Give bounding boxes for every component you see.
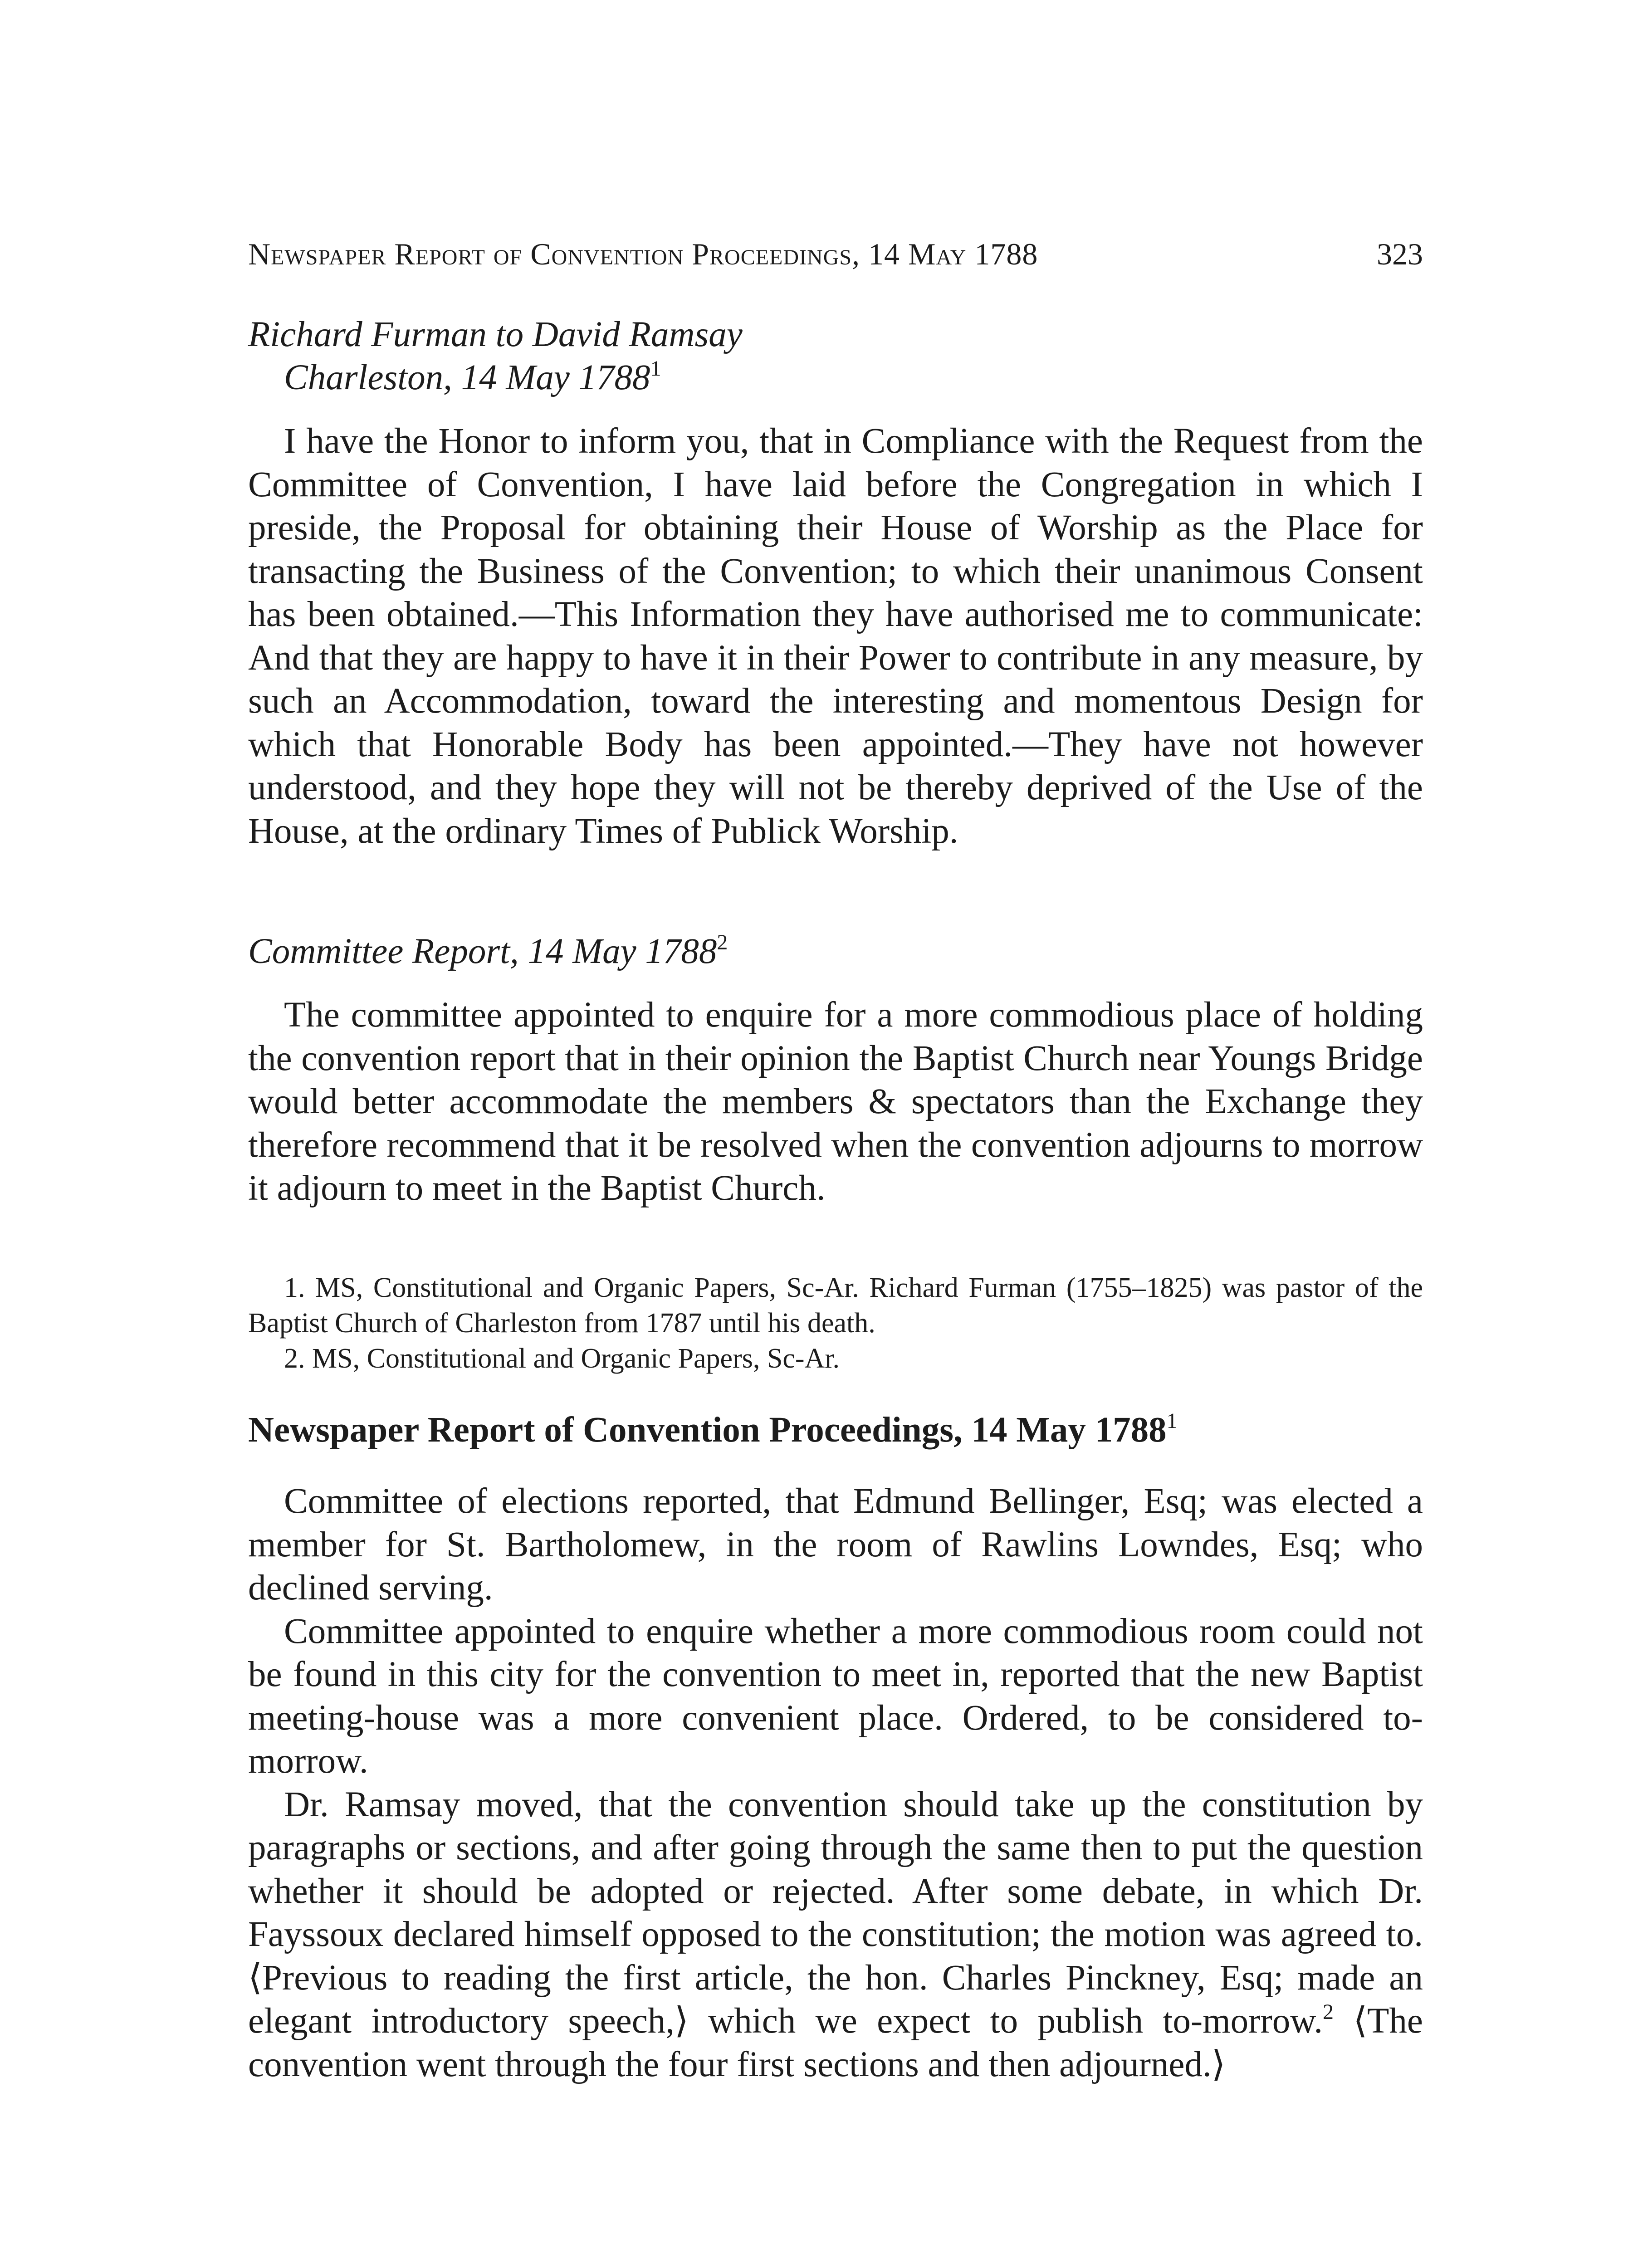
committee-report-paragraph: The committee appointed to enquire for a more commodious place of holding the convention report that in their opinion the Baptist Church near Youngs Bridge would better accommodate the members & spectators than the Exchange they therefore recommend that it be resolved when the convention adjourns to morrow it adjourn to meet in the Baptist Church.	[248, 995, 1423, 1208]
footnotes	[248, 1270, 1423, 1376]
newspaper-footnote-ref-1: 1	[1166, 1409, 1178, 1433]
footnote-2: 2. MS, Constitutional and Organic Papers, Sc-Ar.	[284, 1343, 840, 1374]
footnote-ref-1: 1	[650, 357, 661, 381]
newspaper-paragraph-2: Committee appointed to enquire whether a more commodious room could not be found in this city for the convention to meet in, reported that the new Baptist meeting-house was a more convenient place. Ordered, to be considered to-morrow.	[248, 1611, 1423, 1781]
newspaper-paragraph-3	[248, 1783, 1423, 2087]
footnote-1: 1. MS, Constitutional and Organic Papers, Sc-Ar. Richard Furman (1755–1825) was pastor of the Baptist Church of Charleston from 1787 until his death.	[248, 1272, 1423, 1339]
newspaper-report-heading	[248, 1408, 1423, 1452]
letter-dateline-text: Charleston, 14 May 1788	[284, 358, 650, 397]
letter-body	[248, 420, 1423, 853]
newspaper-report-heading-text: Newspaper Report of Convention Proceedings, 14 May 1788	[248, 1410, 1167, 1450]
committee-report-heading	[248, 930, 1423, 973]
letter-heading: Richard Furman to David Ramsay	[248, 315, 743, 354]
letter-dateline	[248, 356, 1423, 399]
newspaper-paragraph-1: Committee of elections reported, that Edmund Bellinger, Esq; was elected a member for St. Bartholomew, in the room of Rawlins Lowndes, Esq; who declined serving.	[248, 1481, 1423, 1608]
newspaper-report-body	[248, 1480, 1423, 2086]
running-head	[248, 231, 1423, 277]
letter-paragraph: I have the Honor to inform you, that in Compliance with the Request from the Committee of Convention, I have laid before the Congregation in which I preside, the Proposal for obtaining their House of Worship as the Place for transacting the Business of the Convention; to which their unanimous Consent has been obtained.—This Information they have authorised me to communicate: And that they are happy to have it in their Power to contribute in any measure, by such an Accommodation, toward the interesting and momentous Design for which that Honorable Body has been appointed.—They have not however understood, and they hope they will not be thereby deprived of the Use of the House, at the ordinary Times of Publick Worship.	[248, 421, 1423, 851]
footnote-ref-2: 2	[717, 930, 728, 954]
newspaper-paragraph-3-text: Dr. Ramsay moved, that the convention should take up the constitution by paragraphs or sections, and after going through the same then to put the question whether it should be adopted or rejected. After some debate, in which Dr. Fayssoux declared himself opposed to the constitution; the motion was agreed to. ⟨Previous to reading the first article, the hon. Charles Pinckney, Esq; made an elegant introductory speech,⟩ which we expect to publish to-morrow.	[248, 1784, 1423, 2041]
running-head-title: Newspaper Report of Convention Proceedings, 14 May 1788	[248, 237, 1038, 271]
newspaper-footnote-ref-2: 2	[1322, 2000, 1334, 2024]
committee-report-heading-text: Committee Report, 14 May 1788	[248, 932, 717, 971]
letter-heading-block	[248, 313, 1423, 399]
newspaper-paragraph-3-end: ⟨The convention went through the four first sections and then adjourned.⟩	[248, 2001, 1423, 2084]
committee-report-body	[248, 993, 1423, 1210]
page-number: 323	[1377, 237, 1423, 271]
